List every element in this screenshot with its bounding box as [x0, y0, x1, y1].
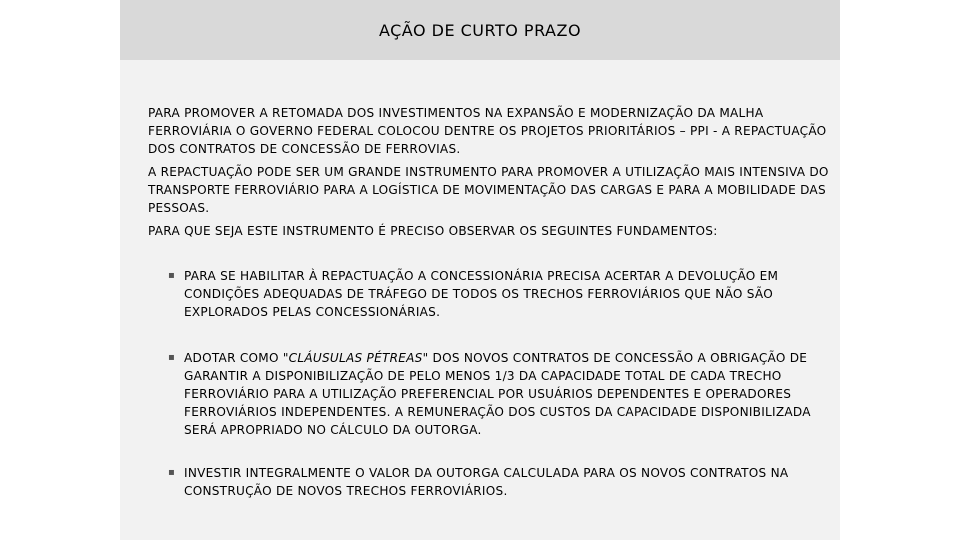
bullet-text-suffix: " DOS NOVOS CONTRATOS DE CONCESSÃO A OBRIGAÇÃO DE GARANTIR A DISPONIBILIZAÇÃO DE PELO MENOS 1/3 DA CAPACIDADE TOTAL DE CADA TRECHO FERROVIÁRIO PARA A UTILIZAÇÃO PREFERENCIAL POR USUÁRIOS DEPENDENTES E OPERADORES FERROVIÁRIOS INDEPENDENTES. A REMUNERAÇÃO DOS CUSTOS DA CAPACIDADE DISPONIBILIZADA SERÁ APROPRIADO NO CÁLCULO DA OUTORGA.: [184, 351, 811, 437]
bullet-item: [168, 349, 824, 439]
title-bar: [120, 0, 840, 60]
paragraph-repactuacao: A REPACTUAÇÃO PODE SER UM GRANDE INSTRUMENTO PARA PROMOVER A UTILIZAÇÃO MAIS INTENSIVA DO TRANSPORTE FERROVIÁRIO PARA A LOGÍSTICA DE MOVIMENTAÇÃO DAS CARGAS E PARA A MOBILIDADE DAS PESSOAS.: [148, 165, 829, 215]
bullet-marker-icon: ▪: [168, 352, 176, 363]
bullet-item: [168, 267, 824, 321]
bullet-emphasis: CLÁUSULAS PÉTREAS: [288, 351, 423, 365]
slide: [120, 0, 840, 540]
bullet-marker-icon: ▪: [168, 467, 176, 478]
bullet-text: PARA SE HABILITAR À REPACTUAÇÃO A CONCESSIONÁRIA PRECISA ACERTAR A DEVOLUÇÃO EM CONDIÇÕES ADEQUADAS DE TRÁFEGO DE TODOS OS TRECHOS FERROVIÁRIOS QUE NÃO SÃO EXPLORADOS PELAS CONCESSIONÁRIAS.: [184, 269, 779, 319]
slide-title: AÇÃO DE CURTO PRAZO: [378, 20, 582, 40]
slide-body: [148, 104, 832, 498]
paragraph-fundamentos: PARA QUE SEJA ESTE INSTRUMENTO É PRECISO OBSERVAR OS SEGUINTES FUNDAMENTOS:: [148, 224, 718, 238]
paragraph-intro: PARA PROMOVER A RETOMADA DOS INVESTIMENTOS NA EXPANSÃO E MODERNIZAÇÃO DA MALHA FERROVIÁRIA O GOVERNO FEDERAL COLOCOU DENTRE OS PROJETOS PRIORITÁRIOS – PPI - A REPACTUAÇÃO DOS CONTRATOS DE CONCESSÃO DE FERROVIAS.: [148, 106, 827, 156]
bullet-item: [168, 464, 824, 500]
bullet-marker-icon: ▪: [168, 270, 176, 281]
bullet-text-prefix: ADOTAR COMO ": [184, 351, 289, 365]
bullet-text: INVESTIR INTEGRALMENTE O VALOR DA OUTORGA CALCULADA PARA OS NOVOS CONTRATOS NA CONSTRUÇÃO DE NOVOS TRECHOS FERROVIÁRIOS.: [184, 466, 789, 498]
